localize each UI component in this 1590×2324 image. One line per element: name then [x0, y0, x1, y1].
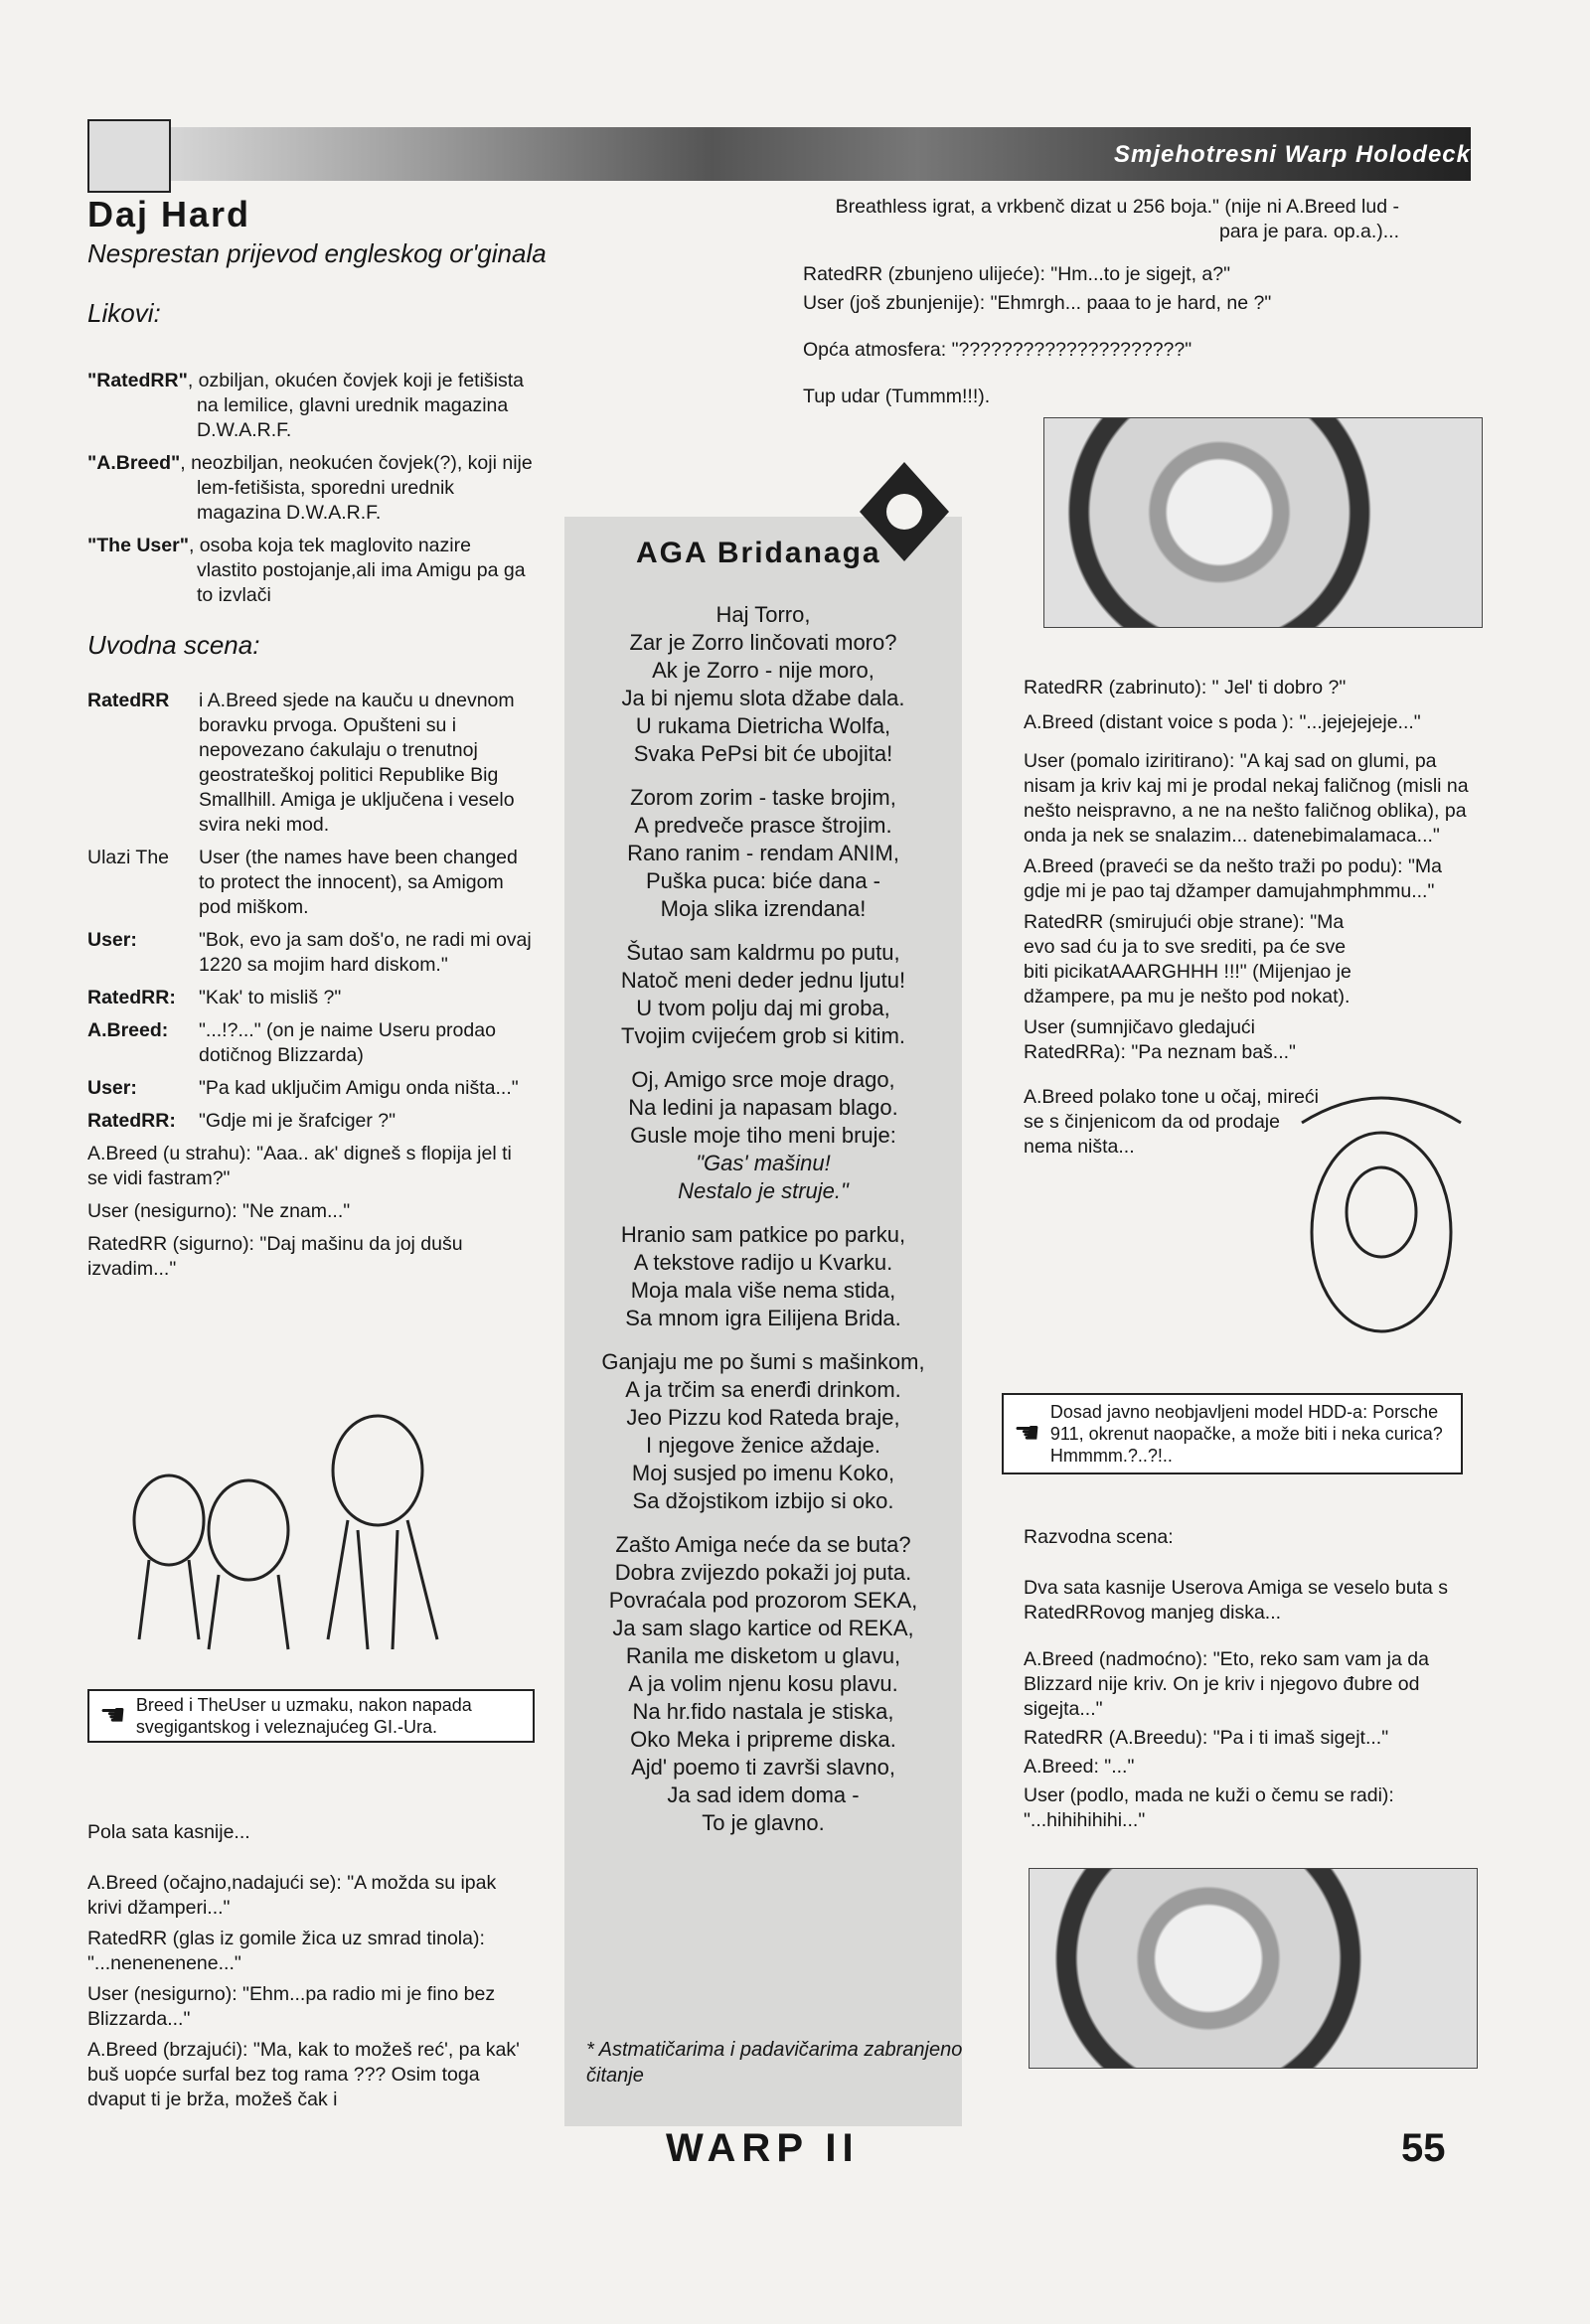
poem-stanza: Zorom zorim - taske brojim, A predveče prasce štrojim. Rano ranim - rendam ANIM, Puška puca: biće dana - Moja slika izrendana! — [627, 785, 899, 921]
poem-stanza: Haj Torro, Zar je Zorro linčovati moro? Ak je Zorro - nije moro, Ja bi njemu slota džabe dala. U rukama Dietricha Wolfa, Svaka PePsi bit će ubojita! — [621, 602, 905, 766]
text-block: Breathless igrat, a vrkbenč dizat u 256 boja." (nije ni A.Breed lud - para je para. op.a.)... — [835, 196, 1399, 242]
character-3: "The User", osoba koja tek maglovito nazire vlastito postojanje,ali ima Amigu pa ga to izvlači — [87, 535, 526, 606]
scene-line: RatedRR: "Kak' to misliš ?" — [87, 987, 342, 1008]
scene-line: RatedRR i A.Breed sjede na kauču u dnevnom boravku prvoga. Opušteni su i nepovezano ćakulaju o trenutnoj geostrateškoj politici Republike Big Smallhill. Amiga je uključena i veselo svira neki mod. — [87, 690, 515, 836]
cartoon-sketch — [109, 1411, 507, 1669]
left-caption: ☚ Breed i TheUser u uzmaku, nakon napada svegigantskog i veleznajućeg GI.-Ura. — [87, 1689, 535, 1743]
likovi-heading: Likovi: — [87, 298, 161, 328]
scene-line: Ulazi The User (the names have been changed to protect the innocent), sa Amigom pod miškom. — [87, 847, 518, 918]
character-2: "A.Breed", neozbiljan, neokućen čovjek(?), koji nije lem-fetišista, sporedni urednik magazina D.W.A.R.F. — [87, 452, 533, 524]
uvodna-heading: Uvodna scena: — [87, 630, 260, 660]
scene-line: User (nesigurno): "Ne znam..." — [87, 1200, 351, 1222]
poem-title: AGA Bridanaga — [636, 537, 881, 569]
hard-disk-photo-2 — [1029, 1868, 1478, 2069]
right-column-bottom — [1024, 1525, 1481, 1833]
poem-stanza: Šutao sam kaldrmu po putu, Natoč meni deder jednu ljutu! U tvom polju daj mi groba, Tvojim cvijećem grob si kitim. — [620, 940, 906, 1048]
text-block: A.Breed (praveći se da nešto traži po podu): "Ma gdje mi je pao taj džamper damujahmphmmu..." — [1024, 855, 1442, 902]
hard-disk-photo — [1043, 417, 1483, 628]
text-block: User (pomalo iziritirano): "A kaj sad on glumi, pa nisam ja kriv kaj mi je prodal nekaj faličnog (misli na nešto neispravno, a ne na nešto faličnog oblika), pa onda ja nek se snalazim... datenebimalamaca..." — [1024, 750, 1469, 847]
face-sketch — [1282, 1083, 1481, 1341]
poem-stanza: Zašto Amiga neće da se buta? Dobra zvijezdo pokaži joj puta. Povraćala pod prozorom SEKA, Ja sam slago kartice od REKA, Ranila me disketom u glavu, A ja volim njenu kosu plavu. Na hr.fido nastala je stiska, Oko Meka i pripreme diska. Ajd' poemo ti završi slavno, Ja sad idem doma - To je glavno. — [608, 1532, 918, 1835]
page-number: 55 — [1401, 2126, 1446, 2170]
text-block: User (podlo, mada ne kuži o čemu se radi): "...hihihihihi..." — [1024, 1784, 1394, 1831]
text-block: A.Breed polako tone u očaj, mireći se s činjenicom da od prodaje nema ništa... — [1024, 1086, 1319, 1158]
scene-line: A.Breed (brzajući): "Ma, kak to možeš reć', pa kak' buš uopće surfal bez tog rama ??? Osim toga dvaput ti je brža, možeš čak i — [87, 2039, 520, 2110]
text-block: Opća atmosfera: "?????????????????????" — [803, 339, 1192, 361]
text-block: User (još zbunjenije): "Ehmrgh... paaa to je hard, ne ?" — [803, 292, 1272, 314]
text-block: A.Breed (nadmoćno): "Eto, reko sam vam ja da Blizzard nije kriv. On je kriv i njegovo đubre od sigejta..." — [1024, 1648, 1429, 1720]
right-caption: ☚ Dosad javno neobjavljeni model HDD-a: Porsche 911, okrenut naopačke, a može biti i neka curica? Hmmmm.?..?!.. — [1002, 1393, 1463, 1474]
text-block: RatedRR (smirujući obje strane): "Ma evo sad ću ja to sve srediti, pa će sve biti picikatAAARGHHH !!!" (Mijenjao je džampere, pa mu je nešto pod nokat). — [1024, 911, 1352, 1007]
article-subtitle: Nesprestan prijevod engleskog or'ginala — [87, 238, 547, 268]
text-block: A.Breed: "..." — [1024, 1756, 1135, 1778]
hand-icon: ☚ — [99, 1699, 126, 1732]
scene-line: RatedRR: "Gdje mi je šrafciger ?" — [87, 1110, 397, 1132]
text-block: User (sumnjičavo gledajući RatedRRa): "Pa neznam baš..." — [1024, 1016, 1296, 1063]
poem-footnote: * Astmatičarima i padavičarima zabranjeno čitanje — [586, 2039, 963, 2087]
scene-line: User (nesigurno): "Ehm...pa radio mi je fino bez Blizzarda..." — [87, 1983, 496, 2030]
hand-icon: ☚ — [1014, 1417, 1040, 1450]
scene-line: User: "Bok, evo ja sam doš'o, ne radi mi ovaj 1220 sa mojim hard diskom." — [87, 929, 532, 976]
text-block: RatedRR (zabrinuto): " Jel' ti dobro ?" — [1024, 677, 1347, 698]
pola-sata: Pola sata kasnije... — [87, 1821, 250, 1843]
text-block: Dva sata kasnije Userova Amiga se veselo buta s RatedRRovog manjeg diska... — [1024, 1577, 1449, 1624]
text-block: RatedRR (zbunjeno ulijeće): "Hm...to je sigejt, a?" — [803, 263, 1231, 285]
scene-line: RatedRR (sigurno): "Daj mašinu da joj dušu izvadim..." — [87, 1233, 463, 1280]
poem-stanza: Hranio sam patkice po parku, A tekstove radijo u Kvarku. Moja mala više nema stida, Sa mnom igra Eilijena Brida. — [620, 1222, 906, 1330]
scene-line: A.Breed: "...!?..." (on je naime Useru prodao dotičnog Blizzarda) — [87, 1019, 496, 1066]
left-column — [87, 298, 535, 1290]
text-block: RatedRR (A.Breedu): "Pa i ti imaš sigejt..." — [1024, 1727, 1389, 1749]
article-title: Daj Hard — [87, 194, 251, 234]
logo-icon — [87, 119, 171, 193]
text-block: Tup udar (Tummm!!!). — [803, 386, 991, 407]
poem-stanza: Oj, Amigo srce moje drago, Na ledini ja napasam blago. Gusle moje tiho meni bruje: "Gas' mašinu! Nestalo je struje." — [628, 1067, 898, 1203]
scene-line: RatedRR (glas iz gomile žica uz smrad tinola): "...nenenenene..." — [87, 1928, 485, 1974]
magazine-name: WARP II — [666, 2126, 860, 2170]
text-block: A.Breed (distant voice s poda ): "...jejejejeje..." — [1024, 711, 1421, 733]
scene-line: A.Breed (očajno,nadajući se): "A možda su ipak krivi džamperi..." — [87, 1872, 497, 1919]
poem-stanza: Ganjaju me po šumi s mašinkom, A ja trčim sa enerđi drinkom. Jeo Pizzu kod Rateda braje, I njegove ženice aždaje. Moj susjed po imenu Koko, Sa džojstikom izbijo si oko. — [601, 1349, 925, 1513]
poem — [564, 601, 962, 1853]
scene-line: A.Breed (u strahu): "Aaa.. ak' digneš s flopija jel ti se vidi fastram?" — [87, 1143, 512, 1189]
character-1: "RatedRR", ozbiljan, okućen čovjek koji je fetišista na lemilice, glavni urednik magazina D.W.A.R.F. — [87, 370, 525, 441]
scene-line: User: "Pa kad uključim Amigu onda ništa..." — [87, 1077, 519, 1099]
razvodna-heading: Razvodna scena: — [1024, 1526, 1174, 1548]
section-label: Smjehotresni Warp Holodeck — [1114, 141, 1471, 168]
right-column-top — [803, 195, 1399, 409]
left-column-bottom — [87, 1820, 535, 2112]
